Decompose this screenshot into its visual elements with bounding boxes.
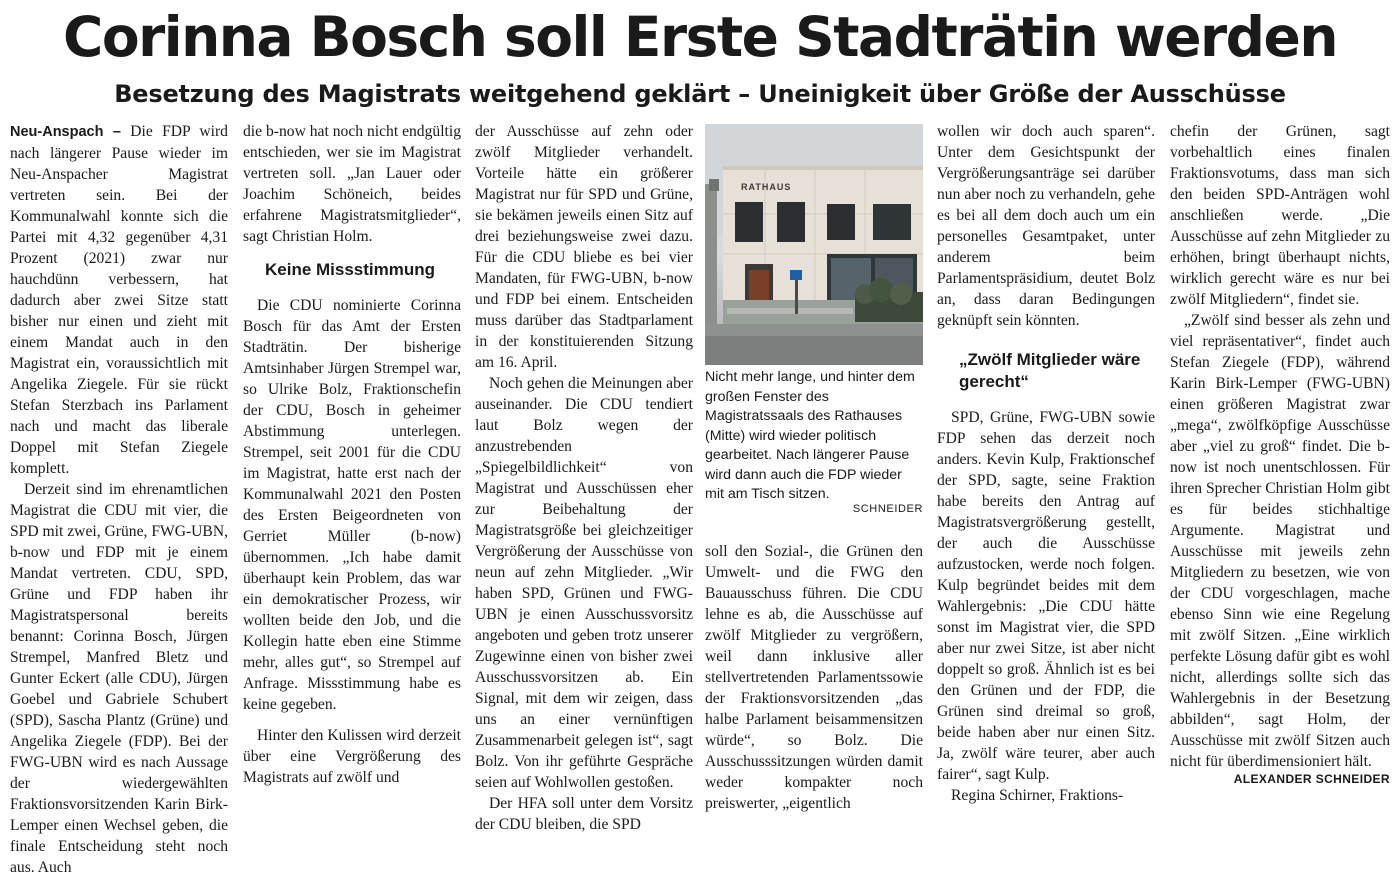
article-column-2: [243, 121, 461, 791]
paragraph: Derzeit sind im ehrenamtlichen Magistrat die CDU mit vier, die SPD mit zwei, Grüne, FWG-UBN, b-now und FDP mit je einem Mandat vertreten. CDU, SPD, Grüne und FDP haben ihr Magistratspersonal bereits benannt: Corinna Bosch, Jürgen Strempel, Manfred Bletz und Gunter Eckert (alle CDU), Jürgen Goebel und Gabriele Schubert (SPD), Sascha Plantz (Grüne) und Angelika Ziegele (FDP). Bei der FWG-UBN wird es nach Aussage der wiedergewählten Fraktionsvorsitzenden Karin Birk-Lemper einen Wechsel geben, die finale Entscheidung steht noch aus. Auch: [10, 481, 228, 876]
paragraph: Regina Schirner, Fraktions-: [951, 787, 1124, 804]
paragraph: wollen wir doch auch sparen“. Unter dem Gesichtspunkt der Vergrößerungsanträge sei darüber nun aber noch zu verhandeln, gehe es bei all dem doch auch um ein personelles Gesamtpaket, unter anderem beim Parlamentspräsidium, deutet Bolz an, dass daran Bedingungen geknüpft sein könnten.: [937, 123, 1155, 329]
paragraph: Hinter den Kulissen wird derzeit über eine Vergrößerung des Magistrats auf zwölf und: [243, 727, 461, 786]
article-column-3: [475, 121, 693, 833]
article-column-5: [937, 121, 1155, 804]
photo-credit: SCHNEIDER: [852, 503, 923, 515]
paragraph: die b-now hat noch nicht endgültig entschieden, wer sie im Magistrat vertreten soll. „Jan Lauer oder Joachim Schöneich, beides erfahrene Magistratsmitglieder“, sagt Christian Holm.: [243, 123, 461, 245]
paragraph-text: Die FDP wird nach längerer Pause wieder im Neu-Anspacher Magistrat vertreten sein. Bei der Kommunalwahl konnte sich die Partei mit 4,32 gegenüber 4,31 Prozent (2021) zwar nur hauchdünn verbessern, hat dadurch aber zwei Sitze statt bisher nur einen und zieht mit einem Mandat auch in den Magistrat ein, voraussichtlich mit Angelika Ziegele. Für sie rückt Stefan Sterzbach ins Parlament nach und macht das liberale Doppel mit Stefan Ziegele komplett.: [10, 123, 228, 477]
author-byline: ALEXANDER SCHNEIDER: [1233, 772, 1390, 786]
dateline: Neu-Anspach –: [10, 124, 121, 140]
paragraph: Die CDU nominierte Corinna Bosch für das Amt der Ersten Stadträtin. Der bisherige Amtsinhaber Jürgen Strempel war, so Ulrike Bolz, Fraktionschefin der CDU, Bosch in geheimer Abstimmung unterlegen. Strempel, seit 2001 für die CDU im Magistrat, hatte erst nach der Kommunalwahl 2021 den Posten des Ersten Beigeordneten von Gerriet Müller (b-now) übernommen. „Ich habe damit überhaupt kein Problem, das war ein demokratischer Prozess, wir wollten beide den Job, und die Kollegin hatte eben eine Stimme mehr, alles gut“, so Strempel auf Anfrage. Missstimmung habe es keine gegeben.: [243, 297, 461, 713]
town-hall-photo: [705, 124, 923, 365]
paragraph: soll den Sozial-, die Grünen den Umwelt- und die FWG den Bauausschuss führen. Die CDU lehne es ab, die Ausschüsse auf zwölf Mitglieder zu vergrößern, weil dann inklusive aller stellvertretenden Parlamentssowie der Fraktionsvorsitzenden „das halbe Parlament beisammensitzen würde“, so Bolz. Die Ausschusssitzungen würden damit weder kompakter noch preiswerter, „eigentlich: [705, 543, 923, 812]
paragraph: SPD, Grüne, FWG-UBN sowie FDP sehen das derzeit noch anders. Kevin Kulp, Fraktionschef der SPD, sagte, seine Fraktion habe bereits den Antrag auf Magistratsvergrößerung gestellt, der auch die Ausschüsse aufzustocken, werde noch folgen. Kulp begründet beides mit dem Wahlergebnis: „Die CDU hätte sonst im Magistrat vier, die SPD aber nur zwei Sitze, ist aber nicht doppelt so groß. Ähnlich ist es bei den Grünen und der FDP, die Grünen sind dreimal so groß, beide haben aber nur einen Sitz. Ja, zwölf wäre teurer, aber auch fairer“, sagt Kulp.: [937, 409, 1155, 783]
rathaus-sign: RATHAUS: [741, 182, 792, 192]
article-column-1: [10, 121, 228, 876]
article-column-6: [1170, 121, 1390, 791]
subheadline: Besetzung des Magistrats weitgehend geklärt – Uneinigkeit über Größe der Ausschüsse: [114, 80, 1286, 108]
paragraph: „Zwölf sind besser als zehn und viel repräsentativer“, findet auch Stefan Ziegele (FDP), während Karin Birk-Lemper (FWG-UBN) einen größeren Magistrat zwar „mega“, zwölfköpfige Ausschüsse aber „viel zu groß“ findet. Die b-now ist noch unentschlossen. Für ihren Sprecher Christian Holm gibt es für beides stichhaltige Argumente. Magistrat und Ausschüsse mit jeweils zehn Mitgliedern zu besetzen, wie von der CDU vorgeschlagen, mache ebenso Sinn wie eine Regelung mit zwölf Sitzen. „Eine wirklich perfekte Lösung dafür gibt es wohl nicht, allerdings sollte sich das Wahlergebnis in der Besetzung abbilden“, sagt Holm, der Ausschüsse mit zwölf Sitzen auch nicht für überdimensioniert hält.: [1170, 312, 1391, 770]
paragraph: Der HFA soll unter dem Vorsitz der CDU bleiben, die SPD: [475, 795, 693, 833]
paragraph: Noch gehen die Meinungen aber auseinander. Die CDU tendiert laut Bolz wegen der anzustrebenden „Spiegelbildlichkeit“ von Magistrat und Ausschüssen eher zur Beibehaltung der Magistratsgröße bei gleichzeitiger Vergrößerung der Ausschüsse von neun auf zehn Mitglieder. „Wir haben SPD, Grünen und FWG-UBN je einen Ausschussvorsitz angeboten und geben trotz unserer Zugewinne einen von bisher zwei Ausschussvorsitzen ab. Ein Signal, mit dem wir zeigen, dass uns an einer vernünftigen Zusammenarbeit gelegen ist“, sagt Bolz. Von ihr geführte Gespräche seien auf Wohlwollen gestoßen.: [475, 375, 693, 791]
paragraph: chefin der Grünen, sagt vorbehaltlich eines finalen Fraktionsvotums, dass man sich den beiden SPD-Anträgen wohl anschließen werde. „Die Ausschüsse auf zehn Mitglieder zu erhöhen, bringt überhaupt nichts, wirklich gerecht wäre es nur bei zwölf Mitgliedern“, findet sie.: [1170, 123, 1390, 308]
paragraph: [10, 121, 228, 479]
crosshead: „Zwölf Mitglieder wäre gerecht“: [959, 350, 1141, 391]
photo-caption: Nicht mehr lange, und hinter dem großen Fenster des Magistratssaals des Rathauses (Mitte) wird wieder politisch gearbeitet. Nach längerer Pause wird dann auch die FDP wieder mit am Tisch sitzen.: [705, 369, 915, 502]
headline: Corinna Bosch soll Erste Stadträtin werden: [62, 5, 1338, 69]
article-column-4: [705, 541, 923, 812]
crosshead: Keine Missstimmung: [265, 260, 436, 279]
town-hall-building-illustration: [705, 124, 923, 365]
paragraph: der Ausschüsse auf zehn oder zwölf Mitglieder verhandelt. Vorteile hätte ein größerer Magistrat nur für SPD und Grüne, sie bekämen jeweils einen Sitz auf drei beziehungsweise zwei dazu. Für die CDU bliebe es bei vier Mandaten, für FWG-UBN, b-now und FDP bei einem. Entscheiden muss darüber das Stadtparlament in der konstituierenden Sitzung am 16. April.: [475, 123, 693, 371]
